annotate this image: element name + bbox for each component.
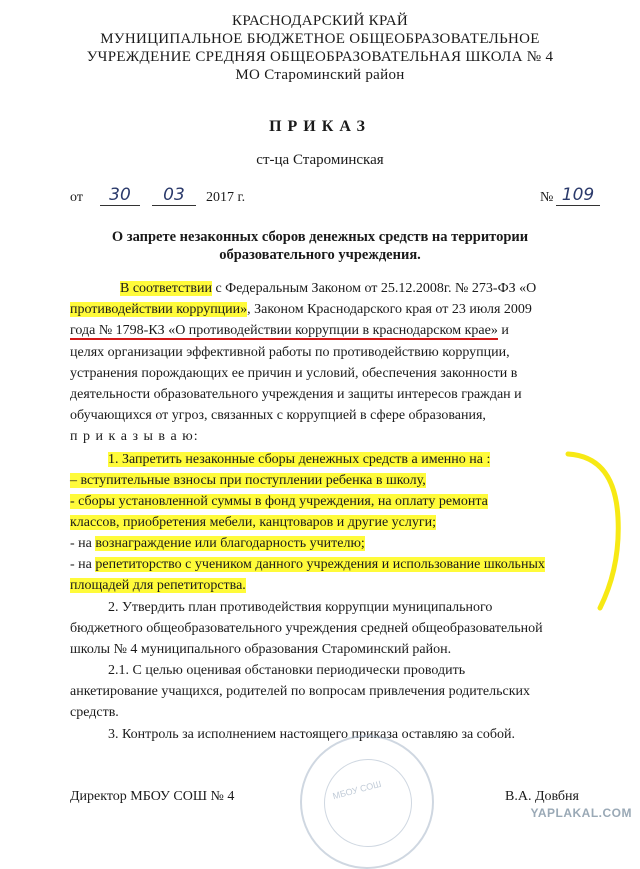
highlight-span: противодействии коррупции» <box>70 302 248 317</box>
signature-name: В.А. Довбня <box>505 789 579 804</box>
highlight-span: вознаграждение или благодарность учителю; <box>95 536 365 551</box>
stamp-inner-ring <box>324 759 412 847</box>
stamp-text: МБОУ СОШ <box>331 778 383 802</box>
item-2-1-cont: анкетирование учащихся, родителей по вопросам привлечения родительских <box>70 684 531 699</box>
date-month: 03 <box>152 185 196 206</box>
underlined-span: года № 1798-КЗ «О противодействии коррупции в краснодарском крае» <box>70 323 498 338</box>
text-span: 2. Утвердить план противодействия коррупции муниципального <box>108 600 493 615</box>
highlight-span: - сборы установленной суммы в фонд учреждения, <box>70 494 375 509</box>
item-1c <box>70 536 612 552</box>
order-number: 109 <box>556 185 600 206</box>
header-school-type: МУНИЦИПАЛЬНОЕ БЮДЖЕТНОЕ ОБЩЕОБРАЗОВАТЕЛЬНОЕ <box>100 31 540 47</box>
order-number-prefix: № <box>540 190 554 205</box>
watermark: YAPLAKAL.COM <box>530 806 632 820</box>
para1-line <box>70 302 612 318</box>
decree-word: п р и к а з ы в а ю: <box>70 429 199 444</box>
date-year: 2017 г. <box>206 190 246 205</box>
signature-position: Директор МБОУ СОШ № 4 <box>70 789 235 804</box>
item-2-cont: бюджетного общеобразовательного учреждения средней общеобразовательной <box>70 621 543 636</box>
para1-line: целях организации эффективной работы по противодействию коррупции, <box>70 345 510 360</box>
highlight-span: репетиторство с учеником данного учреждения и использование школьных <box>95 557 545 572</box>
item-2 <box>70 600 612 616</box>
highlight-span: классов, приобретения мебели, канцтоваров и другие услуги; <box>70 515 436 530</box>
item-1d-cont <box>70 578 612 594</box>
order-place: ст-ца Староминская <box>256 152 384 168</box>
item-1b-cont <box>70 515 612 531</box>
yellow-bracket-mark <box>560 448 630 618</box>
para1-line <box>70 323 612 339</box>
text-span: 2.1. С целью оценивая обстановки периодически проводить <box>108 663 466 678</box>
item-1 <box>70 452 612 468</box>
text-span: , Законом Краснодарского края от 23 июля 2009 <box>247 302 532 317</box>
order-title: ПРИКАЗ <box>269 118 371 135</box>
subject-line-2: образовательного учреждения. <box>219 247 421 263</box>
item-2-1 <box>70 663 612 679</box>
highlight-span: В соответствии <box>120 281 212 296</box>
highlight-span: на оплату ремонта <box>374 494 488 509</box>
text-span: - на <box>70 536 96 551</box>
date-day: 30 <box>100 185 140 206</box>
para1-line <box>70 281 612 297</box>
header-district: МО Староминский район <box>235 67 405 83</box>
subject-line-1: О запрете незаконных сборов денежных средств на территории <box>111 229 529 245</box>
item-2-1-cont: средств. <box>70 705 119 720</box>
item-1b <box>70 494 612 510</box>
item-2-cont: школы № 4 муниципального образования Староминский район. <box>70 642 452 657</box>
text-span: и <box>497 323 509 338</box>
item-1a <box>70 473 612 489</box>
para1-line: устранения порождающих ее причин и условий, обеспечения законности в <box>70 366 518 381</box>
item-1d <box>70 557 612 573</box>
para1-line: обучающихся от угроз, связанных с коррупцией в сфере образования, <box>70 408 486 423</box>
highlight-span: площадей для репетиторства. <box>70 578 246 593</box>
text-span: 3. Контроль за исполнением настоящего приказа оставляю за собой. <box>108 727 516 742</box>
text-span: с Федеральным Законом от 25.12.2008г. № 273-ФЗ «О <box>211 281 537 296</box>
date-prefix: от <box>70 190 83 205</box>
highlight-span: 1. Запретить незаконные сборы денежных средств а именно на : <box>108 452 491 467</box>
school-stamp <box>300 735 434 869</box>
header-region: КРАСНОДАРСКИЙ КРАЙ <box>232 13 408 29</box>
para1-line: деятельности образовательного учреждения и защиты интересов граждан и <box>70 387 522 402</box>
header-school-name: УЧРЕЖДЕНИЕ СРЕДНЯЯ ОБЩЕОБРАЗОВАТЕЛЬНАЯ ШКОЛА № 4 <box>86 49 554 65</box>
highlight-span: – вступительные взносы при поступлении ребенка в школу, <box>70 473 426 488</box>
text-span: - на <box>70 557 96 572</box>
